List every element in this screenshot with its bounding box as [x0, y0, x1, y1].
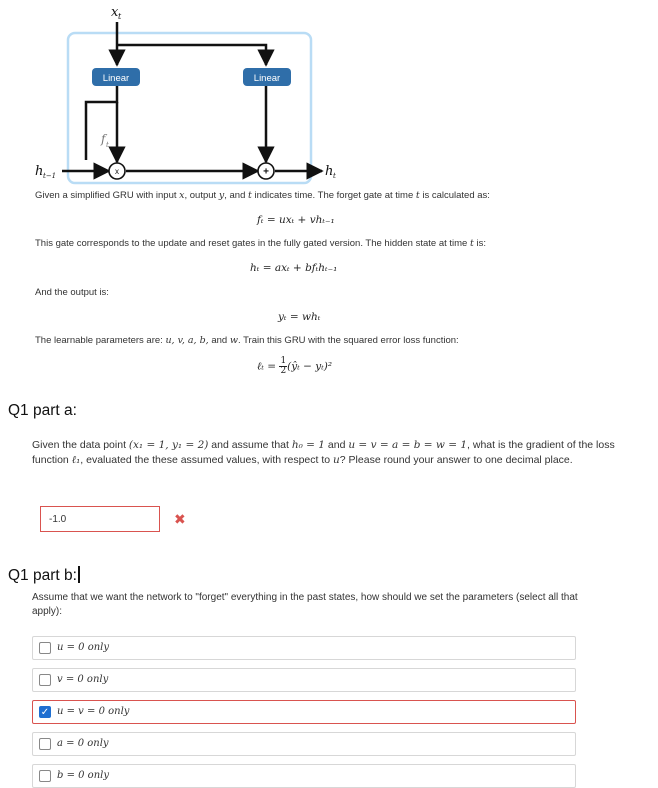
checkbox[interactable]	[39, 770, 51, 782]
question-text: Given the data point	[32, 439, 129, 451]
intro-text: This gate corresponds to the update and reset gates in the fully gated version. The hidden state at time	[35, 238, 470, 249]
intro-text: is:	[473, 238, 486, 249]
param-list: u, v, a, b,	[165, 335, 209, 346]
question-text: , what is the gradient of the loss function	[32, 439, 615, 466]
q1b-title	[8, 566, 80, 585]
var-t: t	[469, 238, 474, 249]
var-u: u	[333, 454, 340, 466]
option-a-zero[interactable]	[32, 732, 576, 756]
question-text: and assume that	[208, 439, 292, 451]
q1a-title: Q1 part a:	[8, 402, 77, 419]
intro-line-1	[35, 190, 490, 201]
option-b-zero[interactable]	[32, 764, 576, 788]
output-equation: yₜ = whₜ	[278, 311, 321, 323]
q1b-question: Assume that we want the network to "forget" everything in the past states, how should we set the parameters (select all that apply):	[32, 592, 578, 617]
option-u-zero[interactable]	[32, 636, 576, 660]
intro-line-2	[35, 238, 486, 249]
intro-text: indicates time. The forget gate at time	[251, 190, 416, 201]
next-state-sub: t	[333, 172, 336, 180]
intro-text: is calculated as:	[419, 190, 490, 201]
q1b-title-text: Q1 part b:	[8, 567, 77, 584]
fraction-denominator: 2	[280, 366, 287, 376]
var-y: y	[218, 190, 225, 201]
linear-left-label: Linear	[102, 73, 130, 84]
fraction-numerator: 1	[280, 356, 287, 366]
intro-text: Given a simplified GRU with input	[35, 190, 180, 201]
checkbox-checked[interactable]: ✓	[40, 707, 50, 718]
checkbox[interactable]	[39, 674, 51, 686]
intro-text: and	[208, 335, 230, 346]
intro-line-4	[35, 335, 459, 346]
gate-label: f	[101, 132, 106, 146]
intro-text: , and	[224, 190, 248, 201]
intro-text: The learnable parameters are:	[35, 335, 166, 346]
var-t: t	[415, 190, 420, 201]
half-fraction	[279, 357, 287, 376]
checkbox[interactable]	[39, 738, 51, 750]
option-v-zero[interactable]	[32, 668, 576, 692]
hidden-state-equation: hₜ = axₜ + bfₜhₜ₋₁	[250, 262, 338, 274]
option-label: v = 0 only	[57, 674, 109, 685]
var-w: w	[229, 335, 238, 346]
question-text: , evaluated the these assumed values, with respect to	[80, 454, 334, 466]
option-label: b = 0 only	[57, 770, 109, 781]
input-label: x	[111, 5, 119, 20]
question-text: and	[324, 439, 349, 451]
loss-equation	[257, 357, 332, 376]
add-symbol: +	[263, 166, 269, 178]
loss-symbol: ℓ₁	[71, 454, 81, 466]
var-t: t	[248, 190, 252, 201]
cross-icon: ✖	[174, 511, 186, 527]
q1a-answer-input[interactable]: -1.0	[40, 506, 160, 532]
param-values: u = v = a = b = w = 1	[348, 439, 468, 451]
gru-cell-box	[68, 33, 311, 183]
prev-state-sub: t−1	[43, 172, 57, 180]
intro-text: , output	[184, 190, 219, 201]
intro-text: . Train this GRU with the squared error loss function:	[237, 335, 459, 346]
var-x: x	[179, 190, 185, 201]
gate-sub: t	[106, 141, 109, 149]
input-sub: t	[118, 12, 122, 21]
checkbox[interactable]	[39, 642, 51, 654]
loss-lhs: ℓₜ =	[257, 360, 280, 373]
next-state-label: h	[325, 164, 334, 179]
question-text: ? Please round your answer to one decimal place.	[339, 454, 573, 466]
data-point: (x₁ = 1, y₁ = 2)	[128, 439, 209, 451]
q1a-question	[32, 438, 632, 468]
loss-rhs: (ŷₜ − yₜ)²	[287, 360, 333, 373]
intro-line-3: And the output is:	[35, 287, 109, 298]
option-u-v-zero[interactable]	[32, 700, 576, 724]
option-label: u = 0 only	[57, 642, 110, 653]
multiply-symbol: x	[115, 167, 119, 176]
forget-gate-equation: fₜ = uxₜ + vhₜ₋₁	[257, 214, 335, 226]
linear-right-label: Linear	[253, 73, 281, 84]
gru-diagram	[0, 0, 658, 190]
initial-state: h₀ = 1	[291, 439, 325, 451]
option-label: a = 0 only	[57, 738, 109, 749]
option-label: u = v = 0 only	[57, 706, 130, 717]
prev-state-label: h	[35, 164, 44, 179]
text-cursor	[78, 566, 80, 583]
